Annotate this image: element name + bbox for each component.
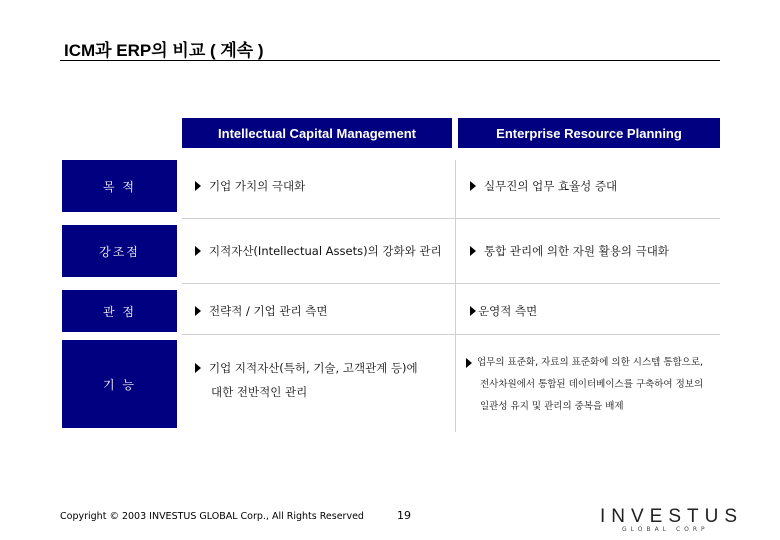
arrow-bullet-icon xyxy=(195,181,201,191)
cell-text: 운영적 측면 xyxy=(478,304,538,318)
icm-function xyxy=(195,356,455,404)
cell-text: 대한 전반적인 관리 xyxy=(211,385,308,399)
cell-text: 전사차원에서 통합된 데이터베이스를 구축하여 정보의 xyxy=(480,379,704,390)
erp-emphasis xyxy=(470,225,720,277)
cell-text: 실무진의 업무 효율성 증대 xyxy=(484,179,618,193)
cell-text: 지적자산(Intellectual Assets)의 강화와 관리 xyxy=(209,244,442,258)
arrow-bullet-icon xyxy=(470,246,476,256)
arrow-bullet-icon xyxy=(470,306,476,316)
arrow-bullet-icon xyxy=(195,363,201,373)
icm-purpose xyxy=(195,160,450,212)
logo-wordmark: INVESTUS xyxy=(600,506,744,527)
cell-text: 일관성 유지 및 관리의 중복을 배제 xyxy=(480,401,624,412)
column-header-icm: Intellectual Capital Management xyxy=(182,118,452,148)
page-title: ICM과 ERP의 비교 ( 계속 ) xyxy=(64,41,264,60)
cell-text: 업무의 표준화, 자료의 표준화에 의한 시스템 통합으로, xyxy=(477,357,704,368)
arrow-bullet-icon xyxy=(466,358,472,368)
company-logo xyxy=(600,506,744,533)
cell-text: 기업 지적자산(특허, 기술, 고객관계 등)에 xyxy=(209,361,418,375)
logo-subtitle: GLOBAL CORP xyxy=(622,526,709,533)
title-divider xyxy=(60,60,720,61)
row-header-emphasis: 강조점 xyxy=(62,225,177,277)
row-header-function: 기 능 xyxy=(62,340,177,428)
row-divider xyxy=(182,218,720,219)
cell-text: 기업 가치의 극대화 xyxy=(209,179,306,193)
row-divider xyxy=(182,334,720,335)
icm-viewpoint xyxy=(195,290,450,332)
erp-viewpoint xyxy=(470,290,720,332)
row-divider xyxy=(182,283,720,284)
page-number: 19 xyxy=(397,509,411,522)
column-divider xyxy=(455,160,456,432)
icm-emphasis xyxy=(195,225,457,277)
erp-function xyxy=(466,352,724,418)
arrow-bullet-icon xyxy=(470,181,476,191)
arrow-bullet-icon xyxy=(195,246,201,256)
row-header-purpose: 목 적 xyxy=(62,160,177,212)
arrow-bullet-icon xyxy=(195,306,201,316)
column-header-erp: Enterprise Resource Planning xyxy=(458,118,720,148)
row-header-viewpoint: 관 점 xyxy=(62,290,177,332)
erp-purpose xyxy=(470,160,720,212)
copyright-text: Copyright © 2003 INVESTUS GLOBAL Corp., All Rights Reserved xyxy=(60,511,364,522)
cell-text: 전략적 / 기업 관리 측면 xyxy=(209,304,328,318)
cell-text: 통합 관리에 의한 자원 활용의 극대화 xyxy=(484,244,669,258)
